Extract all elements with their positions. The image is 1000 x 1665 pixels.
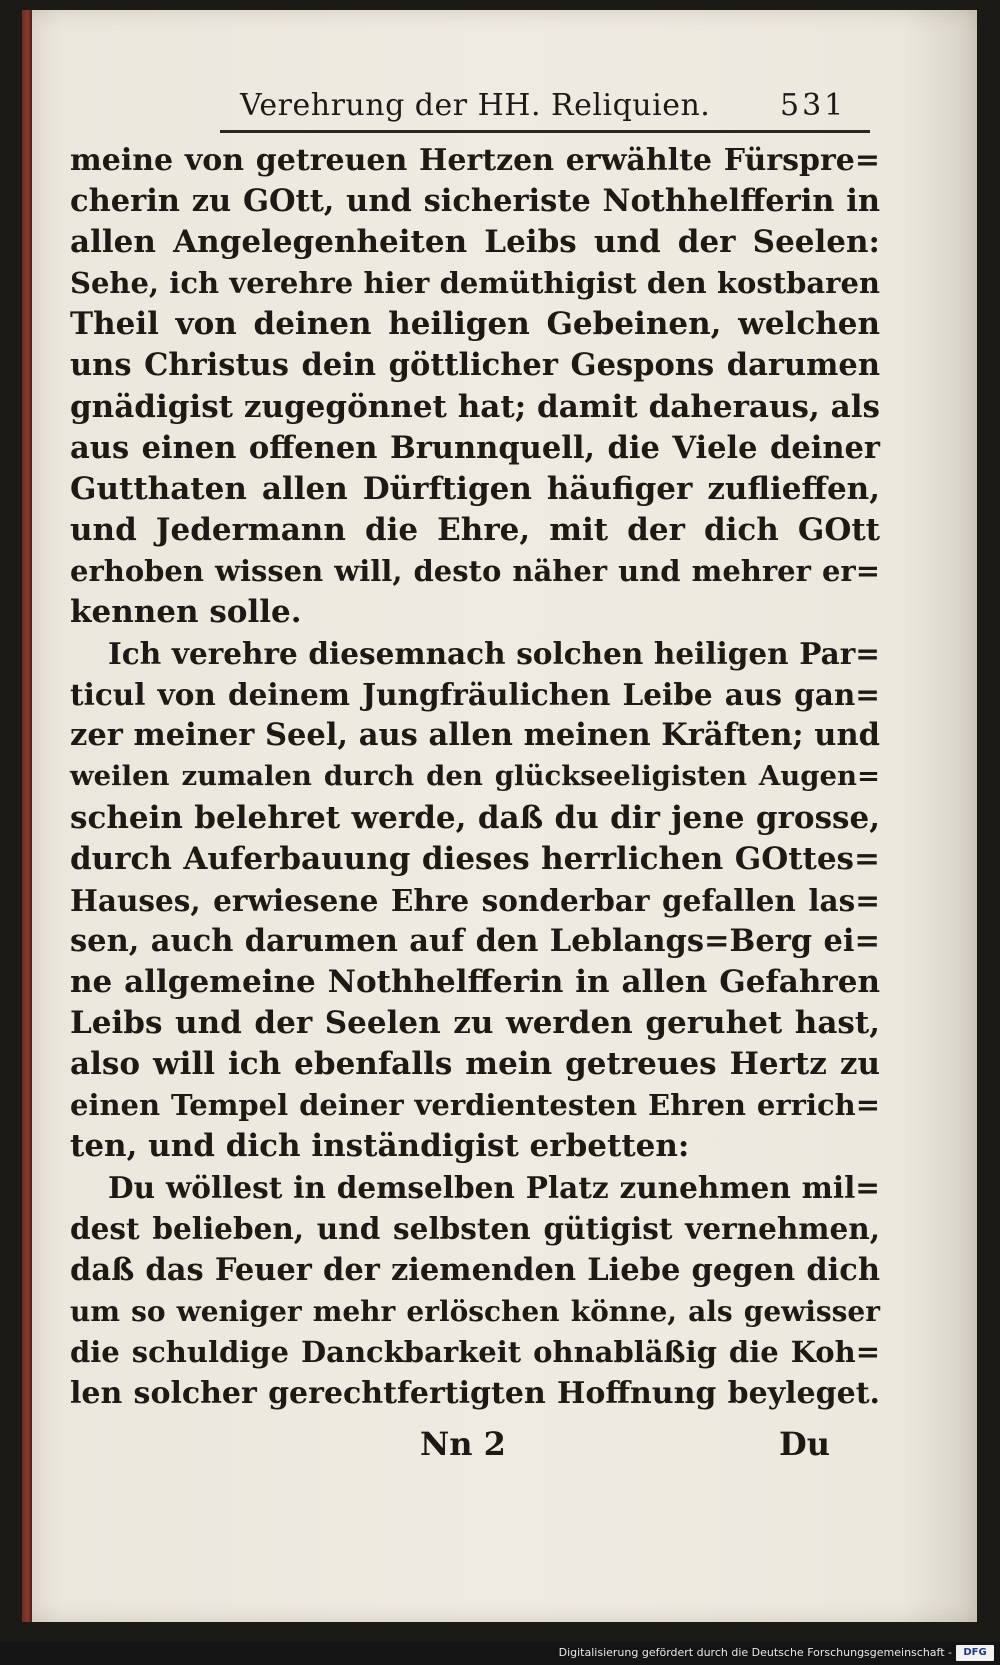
dfg-logo: DFG xyxy=(956,1645,994,1661)
page-number: 531 xyxy=(780,88,847,123)
text-line: Du wöllest in demselben Platz zunehmen mil= xyxy=(108,1170,880,1206)
text-line: Ich verehre diesemnach solchen heiligen Par= xyxy=(108,636,880,672)
text-line: weilen zumalen durch den glückseeligisten Augen= xyxy=(70,760,880,793)
text-line: also will ich ebenfalls mein getreues Hertz zu xyxy=(70,1046,880,1083)
page-footer xyxy=(420,1425,830,1471)
text-line: sen, auch darumen auf den Leblangs=Berg ei= xyxy=(70,922,880,959)
credit-bar xyxy=(0,1642,1000,1665)
text-line: einen Tempel deiner verdientesten Ehren errich= xyxy=(70,1088,880,1123)
text-line: uns Christus dein göttlicher Gespons darumen xyxy=(70,347,880,384)
book-binding-edge xyxy=(22,10,32,1622)
text-line: ne allgemeine Nothhelfferin in allen Gefahren xyxy=(70,963,880,1000)
text-line: Theil von deinen heiligen Gebeinen, welchen xyxy=(70,306,880,343)
text-line: und Jedermann die Ehre, mit der dich GOtt xyxy=(70,511,880,548)
header-rule xyxy=(220,130,870,133)
text-line: Gutthaten allen Dürftigen häufiger zuflieffen, xyxy=(70,470,880,507)
text-line: allen Angelegenheiten Leibs und der Seelen: xyxy=(70,224,880,261)
text-line: durch Auferbauung dieses herrlichen GOttes= xyxy=(70,840,880,877)
text-line: kennen solle. xyxy=(70,594,302,631)
text-line: cherin zu GOtt, und sicheriste Nothhelfferin in xyxy=(70,183,880,220)
text-line: meine von getreuen Hertzen erwählte Fürspre= xyxy=(70,143,880,178)
running-head xyxy=(220,86,870,132)
funding-credit: Digitalisierung gefördert durch die Deutsche Forschungsgemeinschaft - xyxy=(558,1646,952,1659)
text-line: ticul von deinem Jungfräulichen Leibe aus gan= xyxy=(70,677,880,713)
text-line: Leibs und der Seelen zu werden geruhet hast, xyxy=(70,1004,880,1041)
text-line: len solcher gerechtfertigten Hoffnung beyleget. xyxy=(70,1375,880,1411)
text-line: Sehe, ich verehre hier demüthigist den kostbaren xyxy=(70,266,880,301)
text-line: ten, und dich inständigist erbetten: xyxy=(70,1128,690,1165)
body-text xyxy=(70,140,880,1414)
catchword: Du xyxy=(778,1425,830,1463)
text-line: um so weniger mehr erlöschen könne, als gewisser xyxy=(70,1294,880,1328)
text-line: Hauses, erwiesene Ehre sonderbar gefallen las= xyxy=(70,882,880,918)
text-line: schein belehret werde, daß du dir jene grosse, xyxy=(70,799,880,836)
text-line: die schuldige Danckbarkeit ohnabläßig die Koh= xyxy=(70,1334,880,1369)
text-line: erhoben wissen will, desto näher und mehrer er= xyxy=(70,553,880,588)
text-line: aus einen offenen Brunnquell, die Viele deiner xyxy=(70,429,880,466)
text-line: gnädigist zugegönnet hat; damit daheraus, als xyxy=(70,388,880,425)
text-line: daß das Feuer der ziemenden Liebe gegen dich xyxy=(70,1251,880,1288)
text-line: dest belieben, und selbsten gütigist vernehmen, xyxy=(70,1211,880,1247)
text-line: zer meiner Seel, aus allen meinen Kräften; und xyxy=(70,717,880,754)
running-title: Verehrung der HH. Reliquien. xyxy=(240,88,711,123)
signature-mark: Nn 2 xyxy=(420,1425,506,1463)
